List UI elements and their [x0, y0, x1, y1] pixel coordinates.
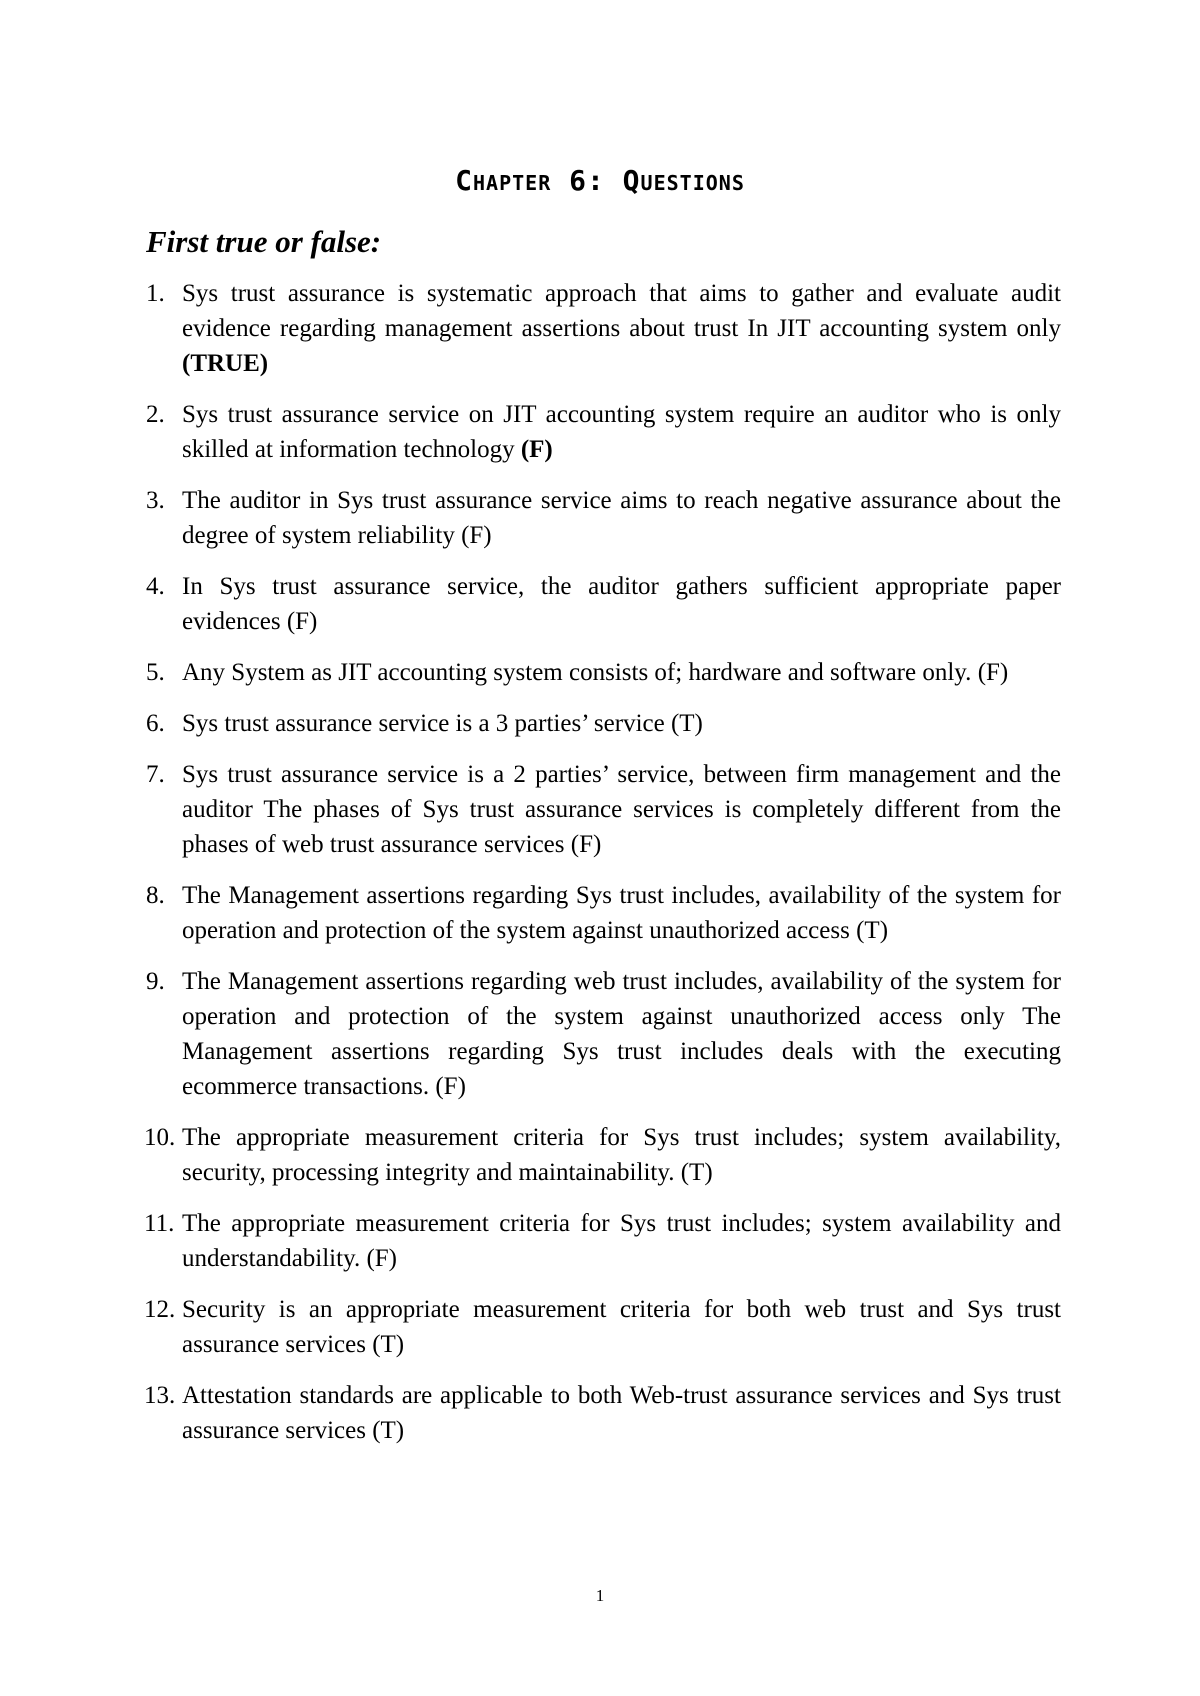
- list-item: [146, 1292, 1061, 1362]
- question-text: Sys trust assurance service is a 2 parties’ service, between firm management and the auditor The phases of Sys trust assurance services is completely different from the phases of web trust assurance services: [182, 761, 1061, 858]
- question-text: The appropriate measurement criteria for Sys trust includes; system availability and understandability.: [182, 1210, 1061, 1272]
- question-list: [146, 276, 1061, 1464]
- question-text: The Management assertions regarding Sys trust includes, availability of the system for operation and protection of the system against unauthorized access: [182, 882, 1061, 944]
- question-number: 6.: [146, 710, 165, 737]
- list-item: [146, 655, 1061, 690]
- list-item: [146, 1120, 1061, 1190]
- question-answer: (F): [366, 1245, 398, 1272]
- question-answer: (TRUE): [182, 350, 269, 377]
- list-item: [146, 1378, 1061, 1448]
- list-item: [146, 1206, 1061, 1276]
- question-number: 11.: [144, 1210, 175, 1237]
- list-item: [146, 878, 1061, 948]
- question-answer: (T): [372, 1417, 405, 1444]
- question-text: Sys trust assurance service is a 3 parties’ service: [182, 710, 671, 737]
- question-answer: (F): [461, 522, 492, 549]
- question-number: 8.: [146, 882, 165, 909]
- question-text: The auditor in Sys trust assurance service aims to reach negative assurance about the degree of system reliability: [182, 487, 1061, 549]
- question-number: 10.: [144, 1124, 176, 1151]
- question-text: Any System as JIT accounting system consists of; hardware and software only.: [182, 659, 978, 686]
- question-number: 1.: [146, 280, 165, 307]
- list-item: [146, 483, 1061, 553]
- question-answer: (T): [670, 710, 703, 737]
- question-text: The appropriate measurement criteria for Sys trust includes; system availability, security, processing integrity and maintainability.: [182, 1124, 1061, 1186]
- list-item: [146, 276, 1061, 381]
- question-text: Security is an appropriate measurement criteria for both web trust and Sys trust assurance services: [182, 1296, 1061, 1358]
- question-answer: (F): [570, 831, 602, 858]
- list-item: [146, 397, 1061, 467]
- question-number: 3.: [146, 487, 165, 514]
- section-heading: First true or false:: [146, 224, 382, 259]
- question-answer: (F): [977, 659, 1009, 686]
- question-answer: (F): [286, 608, 318, 635]
- question-text: The Management assertions regarding web trust includes, availability of the system for operation and protection of the system against unauthorized access only The Management assertions regarding Sys trust includes deals with the executing ecommerce transactions.: [182, 968, 1061, 1100]
- page-title: Chapter 6: Questions: [455, 164, 745, 197]
- question-number: 4.: [146, 573, 165, 600]
- question-number: 7.: [146, 761, 165, 788]
- question-text: Attestation standards are applicable to both Web-trust assurance services and Sys trust assurance services: [182, 1382, 1061, 1444]
- question-answer: (T): [372, 1331, 405, 1358]
- question-answer: (F): [435, 1073, 466, 1100]
- question-text: Sys trust assurance is systematic approach that aims to gather and evaluate audit evidence regarding management assertions about trust In JIT accounting system only: [182, 280, 1061, 342]
- question-number: 9.: [146, 968, 165, 995]
- list-item: [146, 964, 1061, 1104]
- question-text: Sys trust assurance service on JIT accounting system require an auditor who is only skilled at information technology: [182, 401, 1061, 463]
- question-number: 13.: [144, 1382, 176, 1409]
- question-answer: (T): [856, 917, 889, 944]
- question-number: 5.: [146, 659, 165, 686]
- question-number: 12.: [144, 1296, 176, 1323]
- question-answer: (T): [680, 1159, 713, 1186]
- question-number: 2.: [146, 401, 165, 428]
- page-number: 1: [595, 1586, 605, 1605]
- list-item: [146, 569, 1061, 639]
- list-item: [146, 706, 1061, 741]
- question-answer: (F): [520, 436, 553, 463]
- question-text: In Sys trust assurance service, the auditor gathers sufficient appropriate paper evidences: [182, 573, 1061, 635]
- list-item: [146, 757, 1061, 862]
